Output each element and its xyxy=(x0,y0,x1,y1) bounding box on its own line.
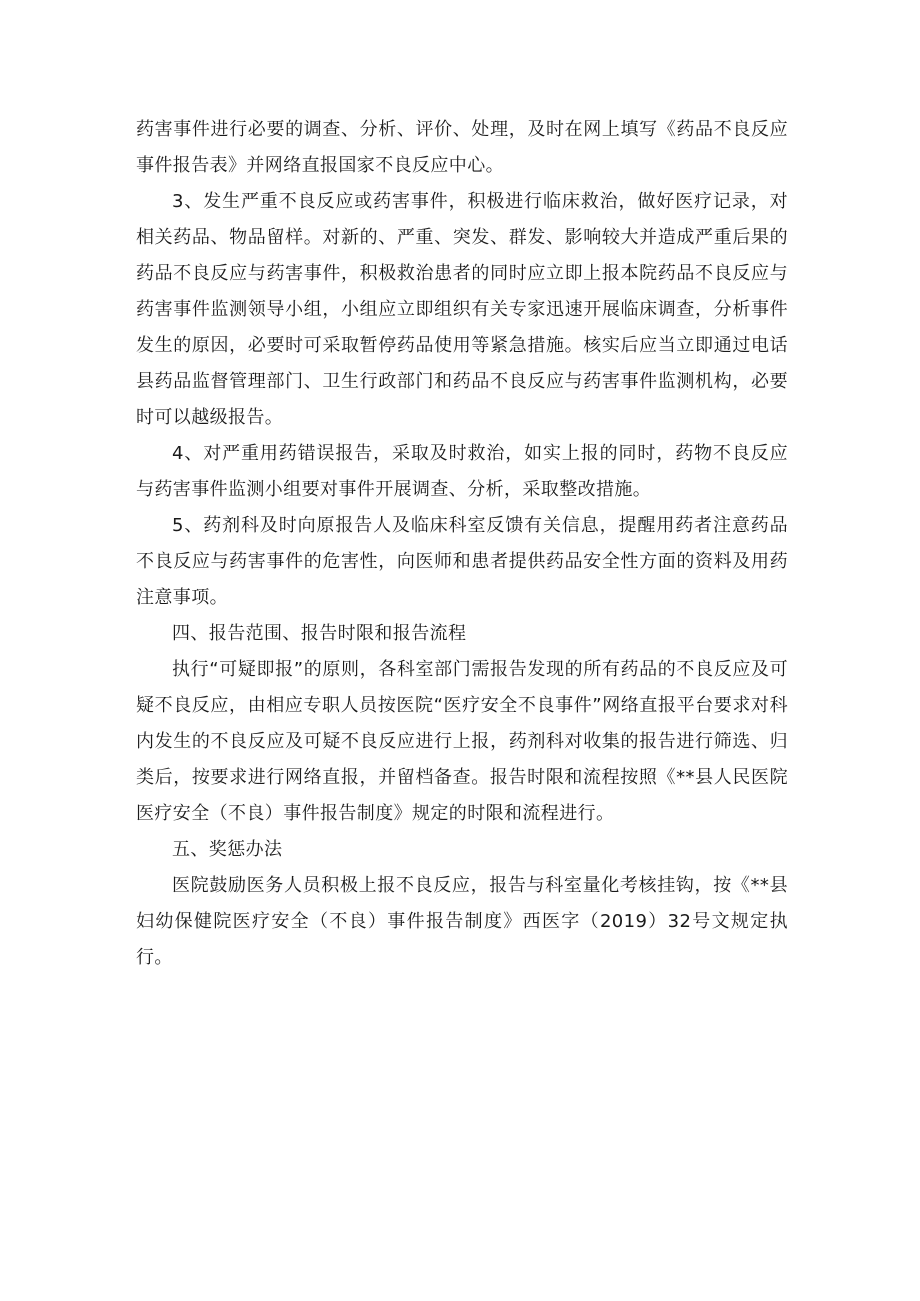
section-heading-4: 四、报告范围、报告时限和报告流程 xyxy=(172,623,467,644)
document-body xyxy=(136,112,788,976)
paragraph-reporting-scope: 执行“可疑即报”的原则，各科室部门需报告发现的所有药品的不良反应及可疑不良反应，由相应专职人员按医院“医疗安全不良事件”网络直报平台要求对科内发生的不良反应及可疑不良反应进行上报，药剂科对收集的报告进行筛选、归类后，按要求进行网络直报，并留档备查。报告时限和流程按照《**县人民医院医疗安全（不良）事件报告制度》规定的时限和流程进行。 xyxy=(136,659,788,824)
paragraph-continuation: 药害事件进行必要的调查、分析、评价、处理，及时在网上填写《药品不良反应事件报告表》并网络直报国家不良反应中心。 xyxy=(136,119,788,176)
paragraph-item-3: 3、发生严重不良反应或药害事件，积极进行临床救治，做好医疗记录，对相关药品、物品留样。对新的、严重、突发、群发、影响较大并造成严重后果的药品不良反应与药害事件，积极救治患者的同时应立即上报本院药品不良反应与药害事件监测领导小组，小组应立即组织有关专家迅速开展临床调查，分析事件发生的原因，必要时可采取暂停药品使用等紧急措施。核实后应当立即通过电话县药品监督管理部门、卫生行政部门和药品不良反应与药害事件监测机构，必要时可以越级报告。 xyxy=(136,191,788,428)
paragraph-item-4: 4、对严重用药错误报告，采取及时救治，如实上报的同时，药物不良反应与药害事件监测小组要对事件开展调查、分析，采取整改措施。 xyxy=(136,443,788,500)
paragraph-rewards-penalties: 医院鼓励医务人员积极上报不良反应，报告与科室量化考核挂钩，按《**县妇幼保健院医疗安全（不良）事件报告制度》西医字（2019）32号文规定执行。 xyxy=(136,875,788,968)
section-heading-5: 五、奖惩办法 xyxy=(172,839,283,860)
paragraph-item-5: 5、药剂科及时向原报告人及临床科室反馈有关信息，提醒用药者注意药品不良反应与药害事件的危害性，向医师和患者提供药品安全性方面的资料及用药注意事项。 xyxy=(136,515,788,608)
